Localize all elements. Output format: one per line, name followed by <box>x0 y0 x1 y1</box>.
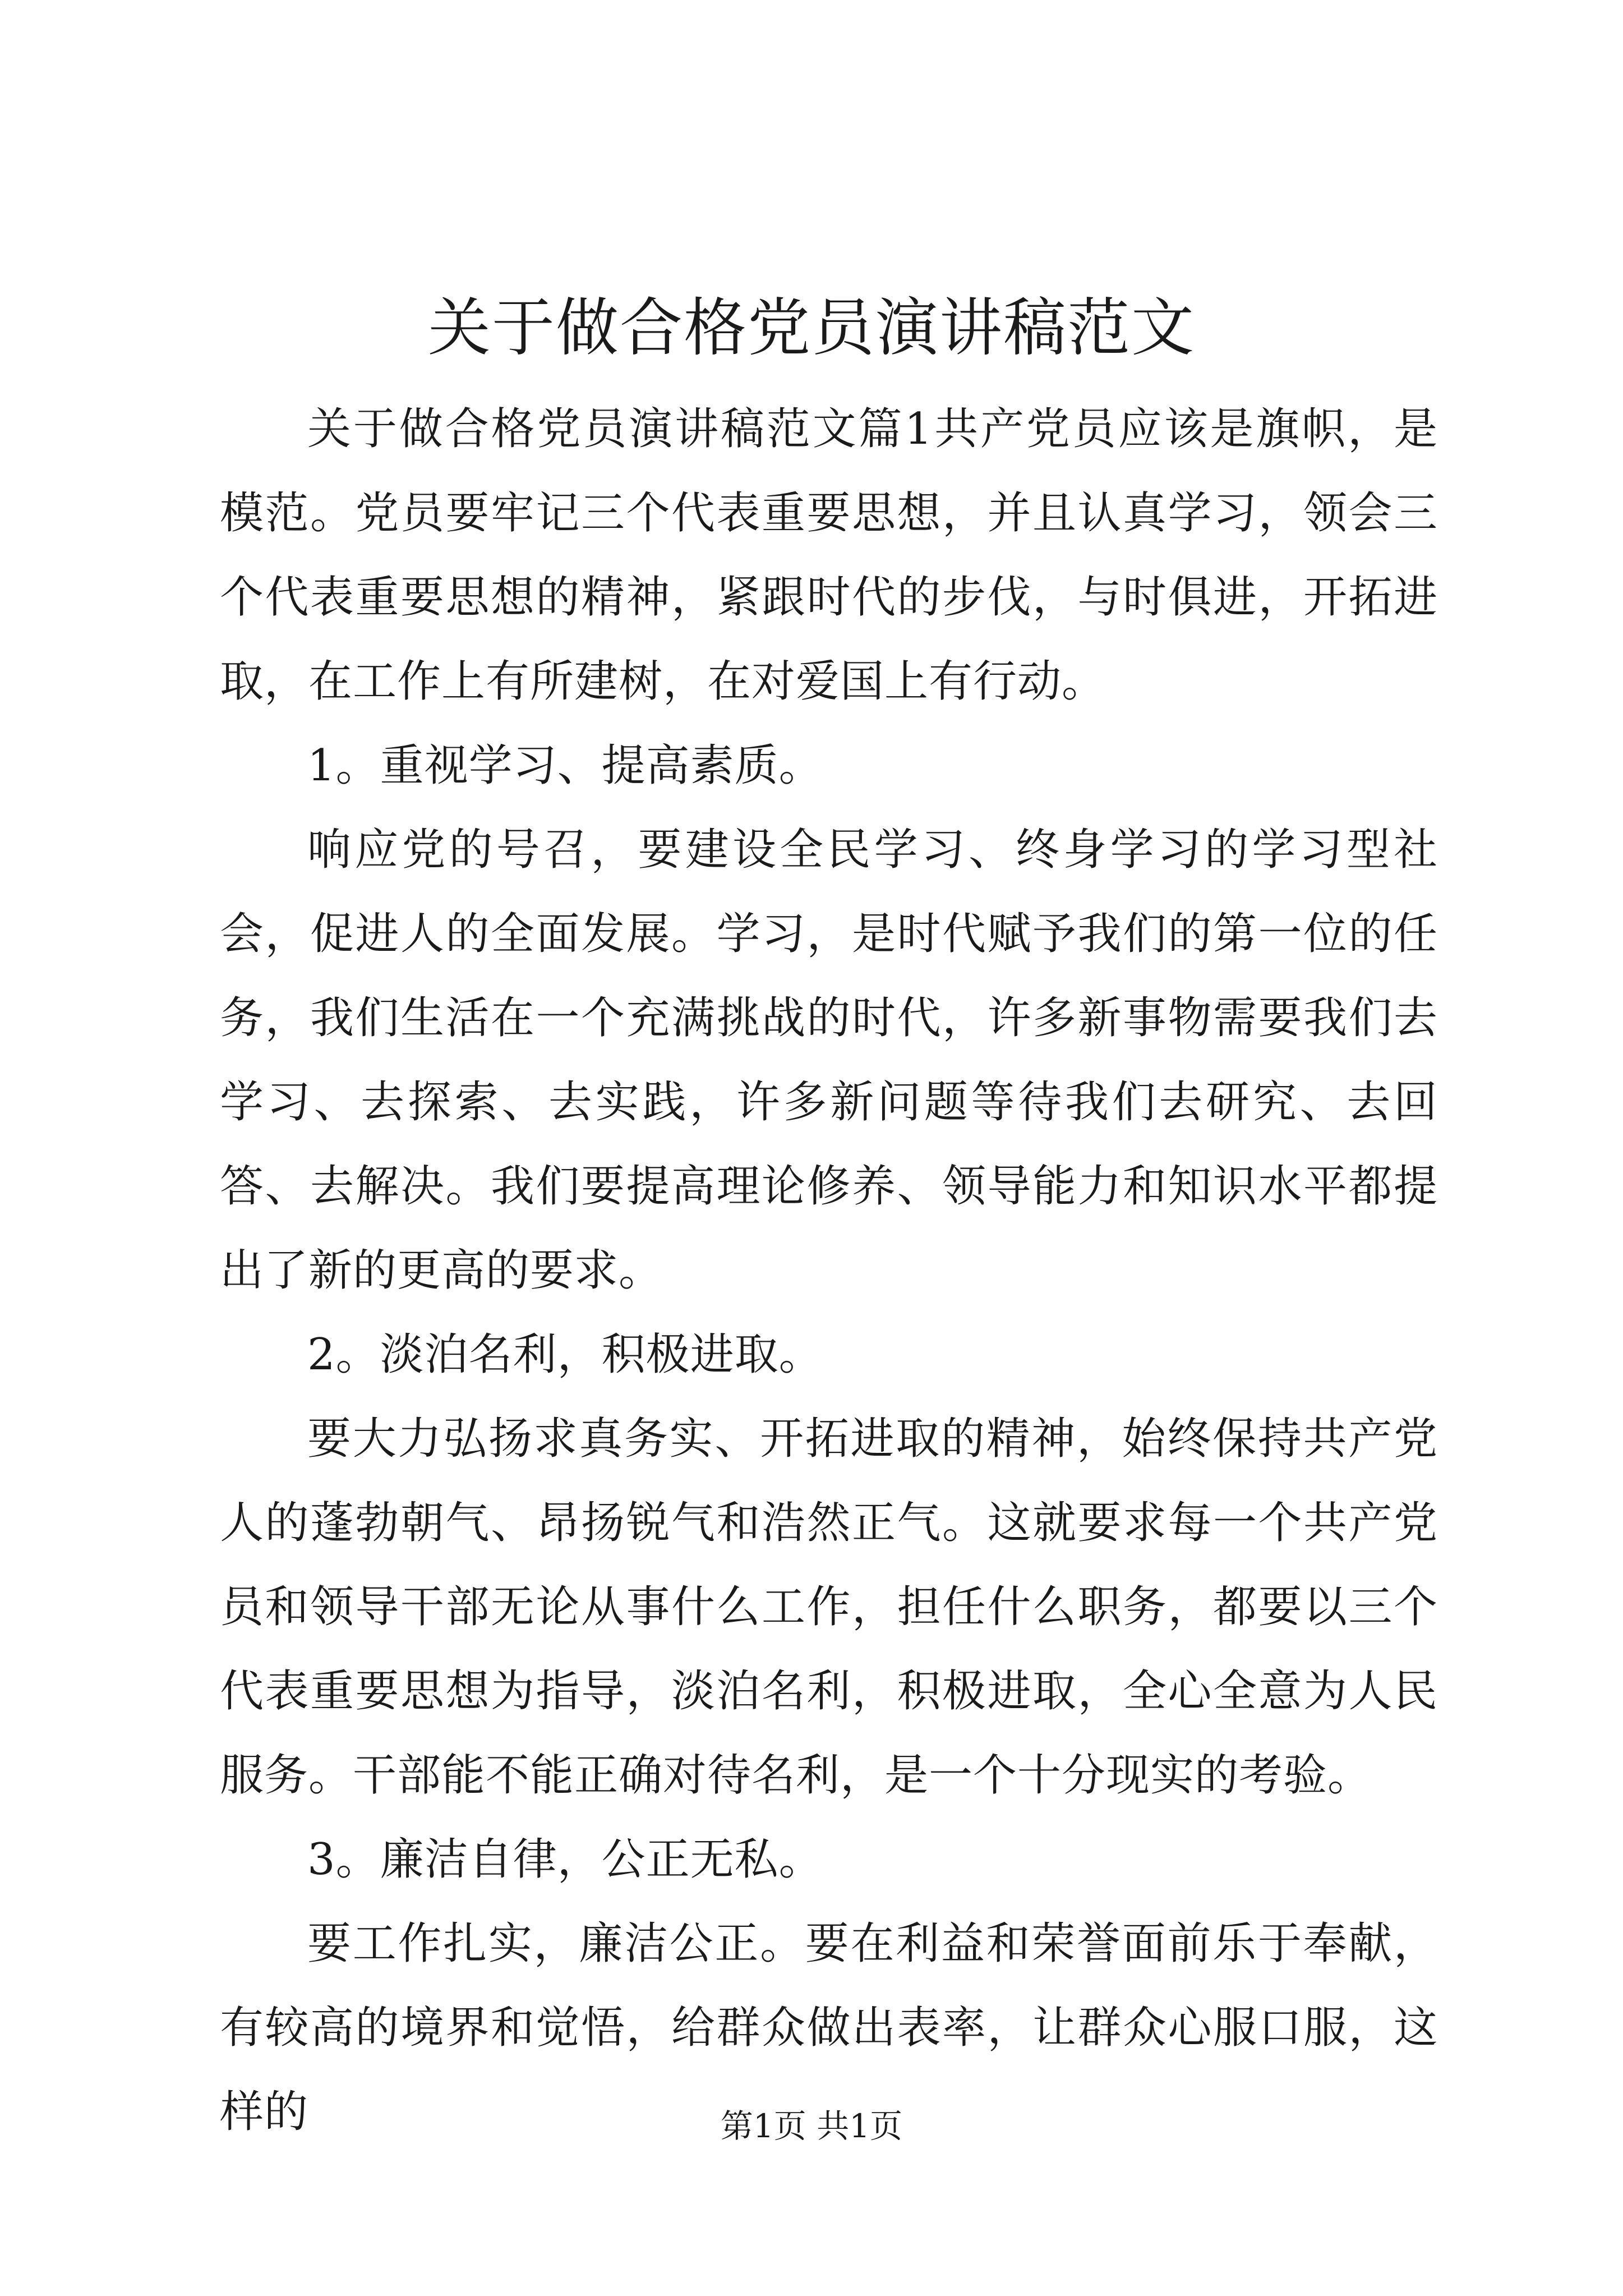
section-heading-1: 1。重视学习、提高素质。 <box>307 740 823 791</box>
page-footer: 第1页 共1页 <box>720 2107 903 2145</box>
section-heading-2: 2。淡泊名利，积极进取。 <box>307 1329 823 1380</box>
document-body <box>220 387 1438 2154</box>
section-heading-3: 3。廉洁自律，公正无私。 <box>307 1834 823 1885</box>
document-title: 关于做合格党员演讲稿范文 <box>428 292 1195 365</box>
paragraph-section-2: 要大力弘扬求真务实、开拓进取的精神，始终保持共产党人的蓬勃朝气、昂扬锐气和浩然正气。这就要求每一个共产党员和领导干部无论从事什么工作，担任什么职务，都要以三个代表重要思想为指导，淡泊名利，积极进取，全心全意为人民服务。干部能不能正确对待名利，是一个十分现实的考验。 <box>220 1414 1438 1801</box>
paragraph-intro: 关于做合格党员演讲稿范文篇1共产党员应该是旗帜，是模范。党员要牢记三个代表重要思想，并且认真学习，领会三个代表重要思想的精神，紧跟时代的步伐，与时俱进，开拓进取，在工作上有所建树，在对爱国上有行动。 <box>220 404 1438 707</box>
paragraph-section-1: 响应党的号召，要建设全民学习、终身学习的学习型社会，促进人的全面发展。学习，是时代赋予我们的第一位的任务，我们生活在一个充满挑战的时代，许多新事物需要我们去学习、去探索、去实践，许多新问题等待我们去研究、去回答、去解决。我们要提高理论修养、领导能力和知识水平都提出了新的更高的要求。 <box>220 825 1438 1296</box>
paragraph-section-3: 要工作扎实，廉洁公正。要在利益和荣誉面前乐于奉献，有较高的境界和觉悟，给群众做出表率，让群众心服口服，这样的 <box>220 1918 1438 2137</box>
